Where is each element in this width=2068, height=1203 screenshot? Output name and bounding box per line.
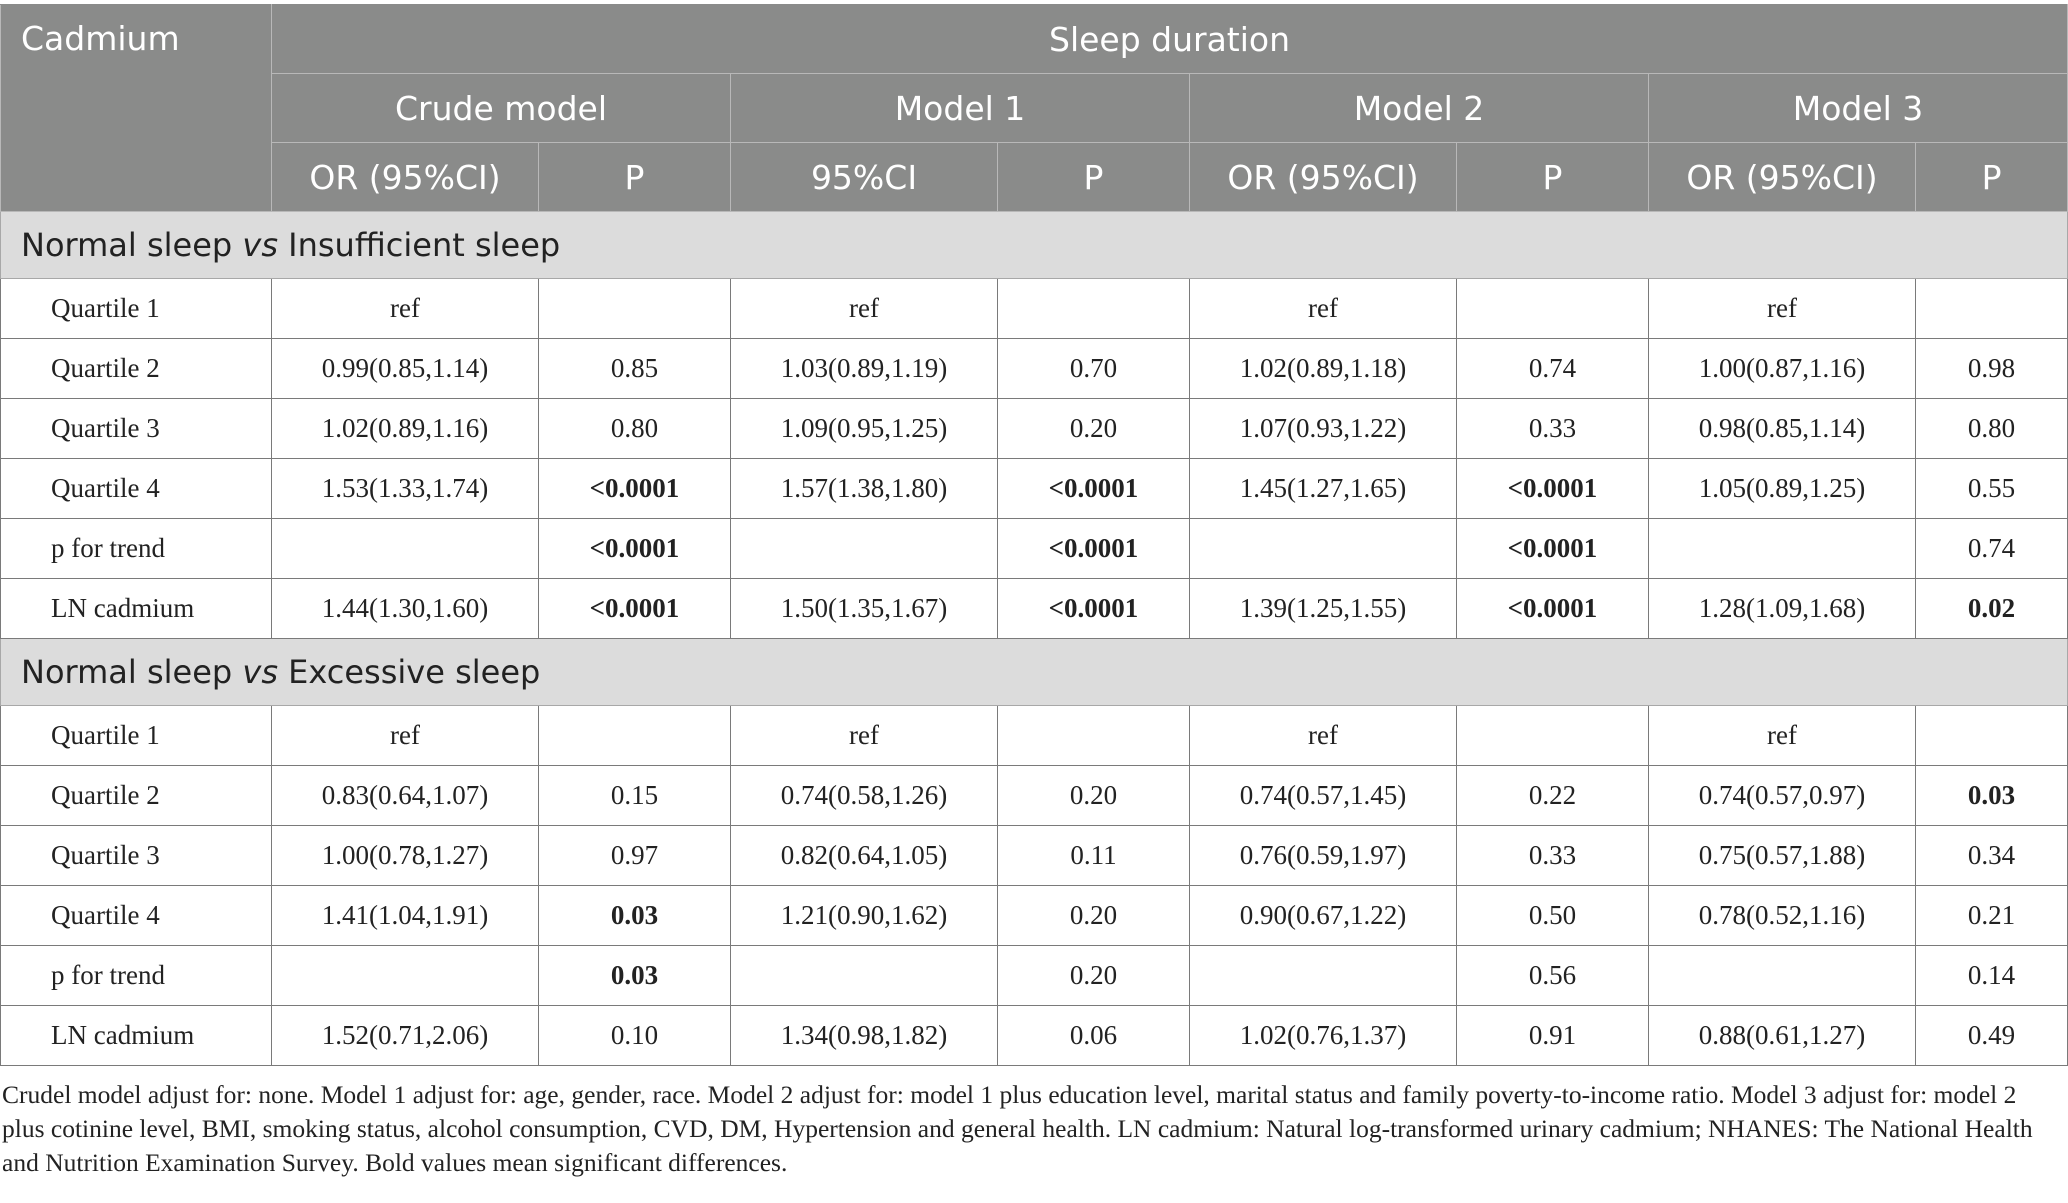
header-sleep-duration: Sleep duration bbox=[272, 5, 2068, 74]
subheader-col-5: P bbox=[1457, 143, 1649, 212]
header-model-2: Model 2 bbox=[1190, 74, 1649, 143]
subheader-col-2: 95%CI bbox=[731, 143, 998, 212]
table-cell: 0.33 bbox=[1457, 399, 1649, 459]
table-cell bbox=[1457, 706, 1649, 766]
table-cell: 0.74 bbox=[1916, 519, 2068, 579]
subheader-col-0: OR (95%CI) bbox=[272, 143, 539, 212]
table-cell: 0.99(0.85,1.14) bbox=[272, 339, 539, 399]
table-cell: <0.0001 bbox=[1457, 579, 1649, 639]
table-cell bbox=[998, 706, 1190, 766]
results-table bbox=[0, 4, 2068, 1066]
table-cell: ref bbox=[1649, 706, 1916, 766]
table-cell: 1.02(0.76,1.37) bbox=[1190, 1006, 1457, 1066]
table-cell bbox=[1457, 279, 1649, 339]
table-cell bbox=[539, 706, 731, 766]
section-title-vs: vs bbox=[242, 226, 278, 264]
table-cell: 0.88(0.61,1.27) bbox=[1649, 1006, 1916, 1066]
table-cell: 1.44(1.30,1.60) bbox=[272, 579, 539, 639]
table-cell bbox=[998, 279, 1190, 339]
subheader-col-1: P bbox=[539, 143, 731, 212]
table-cell: 0.56 bbox=[1457, 946, 1649, 1006]
row-label: Quartile 3 bbox=[1, 399, 272, 459]
table-cell: 0.76(0.59,1.97) bbox=[1190, 826, 1457, 886]
table-cell: 0.34 bbox=[1916, 826, 2068, 886]
table-cell: 0.97 bbox=[539, 826, 731, 886]
table-cell: 1.34(0.98,1.82) bbox=[731, 1006, 998, 1066]
table-cell: 1.28(1.09,1.68) bbox=[1649, 579, 1916, 639]
section-row bbox=[1, 639, 2068, 706]
table-cell: 0.20 bbox=[998, 766, 1190, 826]
table-cell: 1.57(1.38,1.80) bbox=[731, 459, 998, 519]
row-label: Quartile 1 bbox=[1, 279, 272, 339]
section-title bbox=[1, 212, 2068, 279]
table-cell: 1.21(0.90,1.62) bbox=[731, 886, 998, 946]
table-cell bbox=[272, 519, 539, 579]
table-cell: 1.07(0.93,1.22) bbox=[1190, 399, 1457, 459]
table-cell bbox=[1190, 946, 1457, 1006]
table-cell bbox=[1649, 519, 1916, 579]
table-cell: 1.03(0.89,1.19) bbox=[731, 339, 998, 399]
table-cell: 1.39(1.25,1.55) bbox=[1190, 579, 1457, 639]
table-cell: 0.98 bbox=[1916, 339, 2068, 399]
table-cell: 1.09(0.95,1.25) bbox=[731, 399, 998, 459]
table-cell: 0.20 bbox=[998, 399, 1190, 459]
table-cell: <0.0001 bbox=[1457, 519, 1649, 579]
table-cell bbox=[1190, 519, 1457, 579]
subheader-col-7: P bbox=[1916, 143, 2068, 212]
header-crude-model: Crude model bbox=[272, 74, 731, 143]
subheader-col-3: P bbox=[998, 143, 1190, 212]
table-cell: 0.11 bbox=[998, 826, 1190, 886]
table-cell: 0.20 bbox=[998, 946, 1190, 1006]
table-row bbox=[1, 946, 2068, 1006]
table-cell: 0.70 bbox=[998, 339, 1190, 399]
table-cell: ref bbox=[1649, 279, 1916, 339]
table-cell: 1.53(1.33,1.74) bbox=[272, 459, 539, 519]
table-cell bbox=[272, 946, 539, 1006]
table-cell: 0.06 bbox=[998, 1006, 1190, 1066]
table-cell: 0.74(0.57,1.45) bbox=[1190, 766, 1457, 826]
section-title bbox=[1, 639, 2068, 706]
table-cell: 0.80 bbox=[1916, 399, 2068, 459]
table-cell: <0.0001 bbox=[539, 519, 731, 579]
row-label: Quartile 3 bbox=[1, 826, 272, 886]
header-model-1: Model 1 bbox=[731, 74, 1190, 143]
table-cell bbox=[1649, 946, 1916, 1006]
table-cell: 0.14 bbox=[1916, 946, 2068, 1006]
table-cell bbox=[539, 279, 731, 339]
table-cell: ref bbox=[731, 706, 998, 766]
section-title-vs: vs bbox=[242, 653, 278, 691]
table-cell bbox=[731, 519, 998, 579]
table-cell: 0.33 bbox=[1457, 826, 1649, 886]
table-cell: 0.83(0.64,1.07) bbox=[272, 766, 539, 826]
table-cell: 1.45(1.27,1.65) bbox=[1190, 459, 1457, 519]
table-cell: 0.90(0.67,1.22) bbox=[1190, 886, 1457, 946]
table-cell: 0.03 bbox=[539, 946, 731, 1006]
table-cell: 0.82(0.64,1.05) bbox=[731, 826, 998, 886]
table-cell: ref bbox=[1190, 706, 1457, 766]
table-cell: <0.0001 bbox=[998, 519, 1190, 579]
table-row bbox=[1, 459, 2068, 519]
table-cell bbox=[1916, 706, 2068, 766]
table-cell: ref bbox=[272, 279, 539, 339]
table-cell: 0.10 bbox=[539, 1006, 731, 1066]
table-row bbox=[1, 706, 2068, 766]
table-cell: 1.41(1.04,1.91) bbox=[272, 886, 539, 946]
table-row bbox=[1, 579, 2068, 639]
table-cell: 0.49 bbox=[1916, 1006, 2068, 1066]
section-title-right: Insufficient sleep bbox=[277, 226, 561, 264]
table-cell: 0.22 bbox=[1457, 766, 1649, 826]
row-label: Quartile 2 bbox=[1, 339, 272, 399]
table-footnote: Crudel model adjust for: none. Model 1 adjust for: age, gender, race. Model 2 adjust for: model 1 plus education level, marital status and family poverty-to-income ratio. Model 3 adjust for: model 2 plus cotinine level, BMI, smoking status, alcohol consumption, CVD, DM, Hypertension and general health. LN cadmium: Natural log-transformed urinary cadmium; NHANES: The National Health and Nutrition Examination Survey. Bold values mean significant differences. bbox=[2, 1080, 2033, 1177]
subheader-col-6: OR (95%CI) bbox=[1649, 143, 1916, 212]
row-label: p for trend bbox=[1, 519, 272, 579]
table-cell: 0.21 bbox=[1916, 886, 2068, 946]
table-cell: 1.00(0.78,1.27) bbox=[272, 826, 539, 886]
table-cell: 0.50 bbox=[1457, 886, 1649, 946]
section-title-right: Excessive sleep bbox=[277, 653, 541, 691]
table-cell: 0.74(0.57,0.97) bbox=[1649, 766, 1916, 826]
table-cell: 0.80 bbox=[539, 399, 731, 459]
table-cell: <0.0001 bbox=[1457, 459, 1649, 519]
table-cell: 0.75(0.57,1.88) bbox=[1649, 826, 1916, 886]
table-row bbox=[1, 886, 2068, 946]
table-cell: 0.15 bbox=[539, 766, 731, 826]
row-label: LN cadmium bbox=[1, 1006, 272, 1066]
table-cell: <0.0001 bbox=[539, 459, 731, 519]
table-cell: 0.78(0.52,1.16) bbox=[1649, 886, 1916, 946]
subheader-col-4: OR (95%CI) bbox=[1190, 143, 1457, 212]
table-row bbox=[1, 1006, 2068, 1066]
table-row bbox=[1, 339, 2068, 399]
table-cell: 0.03 bbox=[539, 886, 731, 946]
row-label: Quartile 4 bbox=[1, 886, 272, 946]
table-row bbox=[1, 826, 2068, 886]
table-cell: 0.91 bbox=[1457, 1006, 1649, 1066]
table-cell bbox=[1916, 279, 2068, 339]
table-container bbox=[0, 4, 2068, 1180]
table-row bbox=[1, 519, 2068, 579]
table-cell: 0.98(0.85,1.14) bbox=[1649, 399, 1916, 459]
table-cell: 1.02(0.89,1.16) bbox=[272, 399, 539, 459]
table-row bbox=[1, 399, 2068, 459]
row-label: LN cadmium bbox=[1, 579, 272, 639]
table-cell: 1.52(0.71,2.06) bbox=[272, 1006, 539, 1066]
row-label: Quartile 2 bbox=[1, 766, 272, 826]
table-cell: 0.55 bbox=[1916, 459, 2068, 519]
table-cell: ref bbox=[272, 706, 539, 766]
table-cell: <0.0001 bbox=[539, 579, 731, 639]
table-cell bbox=[731, 946, 998, 1006]
table-cell: 0.74(0.58,1.26) bbox=[731, 766, 998, 826]
section-title-left: Normal sleep bbox=[21, 653, 243, 691]
table-cell: 0.20 bbox=[998, 886, 1190, 946]
table-cell: 0.85 bbox=[539, 339, 731, 399]
table-cell: 0.03 bbox=[1916, 766, 2068, 826]
table-cell: ref bbox=[731, 279, 998, 339]
table-cell: 0.02 bbox=[1916, 579, 2068, 639]
table-cell: <0.0001 bbox=[998, 579, 1190, 639]
header-model-3: Model 3 bbox=[1649, 74, 2068, 143]
table-cell: 1.00(0.87,1.16) bbox=[1649, 339, 1916, 399]
table-cell: <0.0001 bbox=[998, 459, 1190, 519]
section-title-left: Normal sleep bbox=[21, 226, 243, 264]
table-cell: 0.74 bbox=[1457, 339, 1649, 399]
section-row bbox=[1, 212, 2068, 279]
row-label: p for trend bbox=[1, 946, 272, 1006]
row-label: Quartile 4 bbox=[1, 459, 272, 519]
table-cell: ref bbox=[1190, 279, 1457, 339]
row-label: Quartile 1 bbox=[1, 706, 272, 766]
header-cadmium: Cadmium bbox=[1, 5, 272, 212]
table-row bbox=[1, 766, 2068, 826]
table-cell: 1.05(0.89,1.25) bbox=[1649, 459, 1916, 519]
table-cell: 1.50(1.35,1.67) bbox=[731, 579, 998, 639]
table-cell: 1.02(0.89,1.18) bbox=[1190, 339, 1457, 399]
table-row bbox=[1, 279, 2068, 339]
